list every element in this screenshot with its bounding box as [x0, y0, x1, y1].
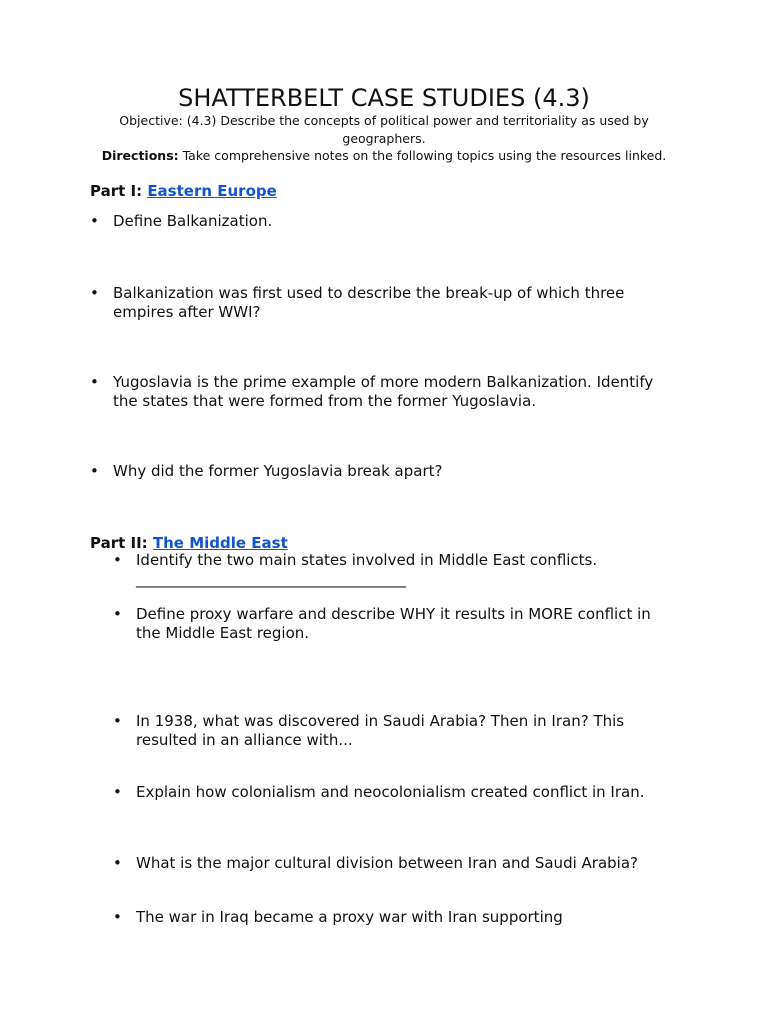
question-item	[90, 373, 673, 410]
question-item	[90, 212, 673, 231]
question-item	[90, 284, 673, 321]
eastern-europe-link[interactable]: Eastern Europe	[147, 182, 277, 200]
question-text: Define proxy warfare and describe WHY it results in MORE conflict in the Middle East region.	[136, 605, 651, 642]
page-title: SHATTERBELT CASE STUDIES (4.3)	[178, 84, 590, 112]
bullet-icon: •	[113, 605, 122, 623]
bullet-icon: •	[90, 462, 99, 480]
question-text: In 1938, what was discovered in Saudi Arabia? Then in Iran? This resulted in an alliance with...	[136, 712, 625, 749]
bullet-icon: •	[90, 212, 99, 230]
question-text: Why did the former Yugoslavia break apart?	[113, 462, 443, 480]
bullet-icon: •	[90, 284, 99, 302]
directions-text	[0, 147, 768, 164]
directions-body: Take comprehensive notes on the following topics using the resources linked.	[178, 148, 667, 163]
question-item	[90, 462, 673, 481]
question-item	[113, 908, 676, 927]
bullet-icon: •	[90, 373, 99, 391]
bullet-icon: •	[113, 551, 122, 569]
question-item	[113, 854, 676, 873]
question-text: Yugoslavia is the prime example of more modern Balkanization. Identify the states that were formed from the former Yugoslavia.	[113, 373, 654, 410]
question-item	[113, 712, 676, 749]
objective-text: Objective: (4.3) Describe the concepts of political power and territoriality as used by geographers.	[119, 113, 649, 146]
question-item	[113, 605, 676, 642]
question-text: Balkanization was first used to describe the break-up of which three empires after WWI?	[113, 284, 625, 321]
bullet-icon: •	[113, 712, 122, 730]
bullet-icon: •	[113, 854, 122, 872]
part-2-heading	[90, 533, 288, 553]
question-text: What is the major cultural division between Iran and Saudi Arabia?	[136, 854, 638, 872]
part-1-label: Part I:	[90, 182, 148, 200]
question-text: The war in Iraq became a proxy war with Iran supporting	[136, 908, 563, 926]
directions-label: Directions:	[101, 148, 179, 163]
question-text: Define Balkanization.	[113, 212, 273, 230]
middle-east-link[interactable]: The Middle East	[152, 534, 288, 552]
question-item	[113, 783, 676, 802]
part-2-label: Part II:	[90, 534, 153, 552]
question-text: Explain how colonialism and neocolonialism created conflict in Iran.	[136, 783, 645, 801]
question-item	[113, 551, 676, 588]
bullet-icon: •	[113, 783, 122, 801]
bullet-icon: •	[113, 908, 122, 926]
question-text: Identify the two main states involved in Middle East conflicts. ____________________________________	[136, 551, 598, 588]
part-1-heading	[90, 181, 277, 201]
